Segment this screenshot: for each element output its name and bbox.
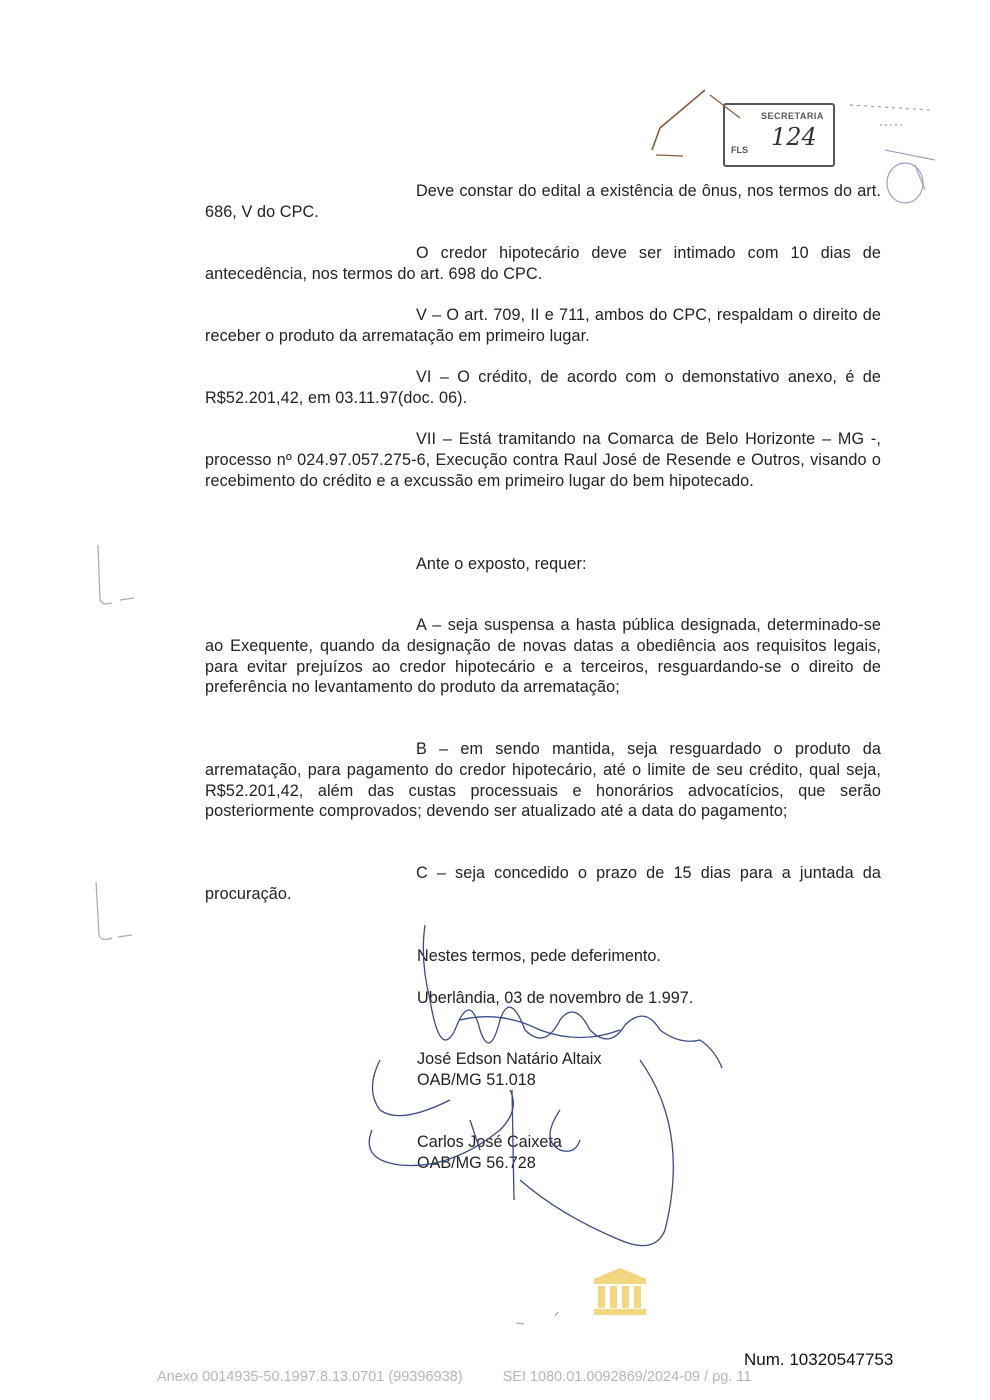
paragraph-onus: Deve constar do edital a existência de ônus, nos termos do art. 686, V do CPC. [205,182,881,221]
left-margin-brackets [96,545,134,939]
secretaria-stamp [723,103,835,167]
paragraph-request-a: A – seja suspensa a hasta pública designada, determinado-se ao Exequente, quando da designação de novas datas a obediência aos requisitos legais, para evitar prejuízos ao credor hipotecário e a terceiros, resguardando-se o direito de preferência no levantamento do produto da arrematação; [205,616,881,697]
closing-place-date: Uberlândia, 03 de novembro de 1.997. [417,989,694,1007]
paragraph-request-b: B – em sendo mantida, seja resguardado o produto da arrematação, para pagamento do credor hipotecário, até o limite de seu crédito, qual seja, R$52.201,42, além das custas processuais e honorários advocatícios, que serão posteriormente comprovados; devendo ser atualizado até a data do pagamento; [205,740,881,821]
courthouse-watermark-icon [594,1268,646,1315]
signatory-1-oab: OAB/MG 51.018 [417,1071,536,1089]
paragraph-item-vi: VI – O crédito, de acordo com o demonstativo anexo, é de R$52.201,42, em 03.11.97(doc. 06). [205,368,881,407]
paragraph-requer: Ante o exposto, requer: [416,555,587,573]
closing-terms: Nestes termos, pede deferimento. [417,947,661,965]
document-number: Num. 10320547753 [744,1350,894,1369]
paragraph-item-vii: VII – Está tramitando na Comarca de Belo Horizonte – MG -, processo nº 024.97.057.275-6, Execução contra Raul José de Resende e Outros, visando o recebimento do crédito e a excussão em primeiro lugar do bem hipotecado. [205,430,881,490]
stray-marks [516,1312,558,1324]
signatory-2-name: Carlos José Caixeta [417,1133,562,1151]
stamp-title: SECRETARIA [761,111,824,121]
stamp-fl-label: FLS [731,145,748,155]
footer-anexo: Anexo 0014935-50.1997.8.13.0701 (99396938) [157,1369,463,1385]
paragraph-request-c: C – seja concedido o prazo de 15 dias para a juntada da procuração. [205,864,881,903]
footer-sei: SEI 1080.01.0092869/2024-09 / pg. 11 [502,1369,752,1385]
signatory-2-oab: OAB/MG 56.728 [417,1154,536,1172]
stamp-folio-number: 124 [771,123,817,151]
paragraph-item-v: V – O art. 709, II e 711, ambos do CPC, respaldam o direito de receber o produto da arrematação em primeiro lugar. [205,306,881,345]
paragraph-credor-intimado: O credor hipotecário deve ser intimado com 10 dias de antecedência, nos termos do art. 698 do CPC. [205,244,881,283]
signatory-1-name: José Edson Natário Altaix [417,1050,602,1068]
footer-reference [157,1369,751,1385]
